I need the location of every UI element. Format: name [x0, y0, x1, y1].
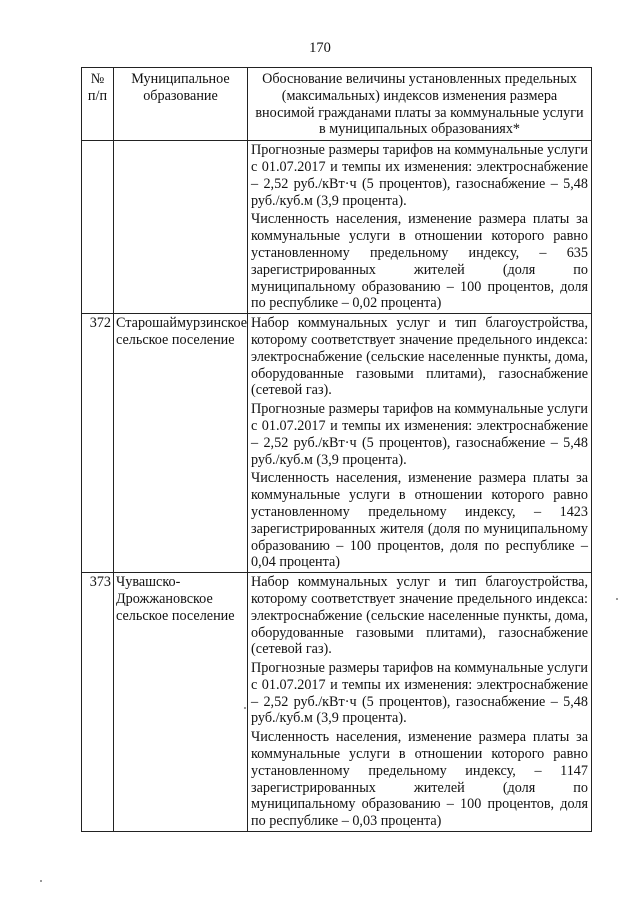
- paragraph-population: Численность населения, изменение размера платы за коммунальные услуги в отношении которого равно установленному предельному индексу, – 1423 зарегистрированных жителя (доля по муниципальному образованию – 100 процентов, доля по республике – 0,04 процента): [251, 470, 588, 571]
- paragraph-services: Набор коммунальных услуг и тип благоустройства, которому соответствует значение предельного индекса: электроснабжение (сельские населенные пункты, дома, оборудованные газовыми плитами), газоснабжение (сетевой газ).: [251, 315, 588, 399]
- cell-num: 373: [82, 573, 114, 832]
- indices-table: [81, 67, 592, 832]
- header-num: № п/п: [82, 68, 114, 141]
- cell-num-empty: [82, 141, 114, 314]
- table-row-continuation: [82, 141, 592, 314]
- page-number: 170: [309, 40, 331, 56]
- table-row: [82, 314, 592, 573]
- scan-speck: [244, 707, 246, 709]
- cell-municipality: Чувашско-Дрожжановское сельское поселение: [114, 573, 248, 832]
- table-header: [82, 68, 592, 141]
- paragraph-tariffs: Прогнозные размеры тарифов на коммунальные услуги с 01.07.2017 и темпы их изменения: электроснабжение – 2,52 руб./кВт·ч (5 процентов), газоснабжение – 5,48 руб./куб.м (3,9 процента).: [251, 401, 588, 468]
- cell-justification: [248, 141, 592, 314]
- scan-speck: [40, 880, 42, 882]
- cell-municipality: Старошаймурзинское сельское поселение: [114, 314, 248, 573]
- cell-justification: [248, 314, 592, 573]
- paragraph-population: Численность населения, изменение размера платы за коммунальные услуги в отношении которого равно установленному предельному индексу, – 635 зарегистрированных жителей (доля по муниципальному образованию – 100 процентов, доля по республике – 0,02 процента): [251, 211, 588, 312]
- cell-justification: [248, 573, 592, 832]
- cell-num: 372: [82, 314, 114, 573]
- table-row: [82, 573, 592, 832]
- paragraph-services: Набор коммунальных услуг и тип благоустройства, которому соответствует значение предельного индекса: электроснабжение (сельские населенные пункты, дома, оборудованные газовыми плитами), газоснабжение (сетевой газ).: [251, 574, 588, 658]
- scan-speck: [616, 598, 618, 600]
- paragraph-tariffs: Прогнозные размеры тарифов на коммунальные услуги с 01.07.2017 и темпы их изменения: электроснабжение – 2,52 руб./кВт·ч (5 процентов), газоснабжение – 5,48 руб./куб.м (3,9 процента).: [251, 142, 588, 209]
- cell-municipality-empty: [114, 141, 248, 314]
- header-justification: Обоснование величины установленных предельных (максимальных) индексов изменения размера вносимой гражданами платы за коммунальные услуги в муниципальных образованиях*: [248, 68, 592, 141]
- header-municipality: Муниципальное образование: [114, 68, 248, 141]
- paragraph-tariffs: Прогнозные размеры тарифов на коммунальные услуги с 01.07.2017 и темпы их изменения: электроснабжение – 2,52 руб./кВт·ч (5 процентов), газоснабжение – 5,48 руб./куб.м (3,9 процента).: [251, 660, 588, 727]
- header-row: [82, 68, 592, 141]
- paragraph-population: Численность населения, изменение размера платы за коммунальные услуги в отношении которого равно установленному предельному индексу, – 1147 зарегистрированных жителей (доля по муниципальному образованию – 100 процентов, доля по республике – 0,03 процента): [251, 729, 588, 830]
